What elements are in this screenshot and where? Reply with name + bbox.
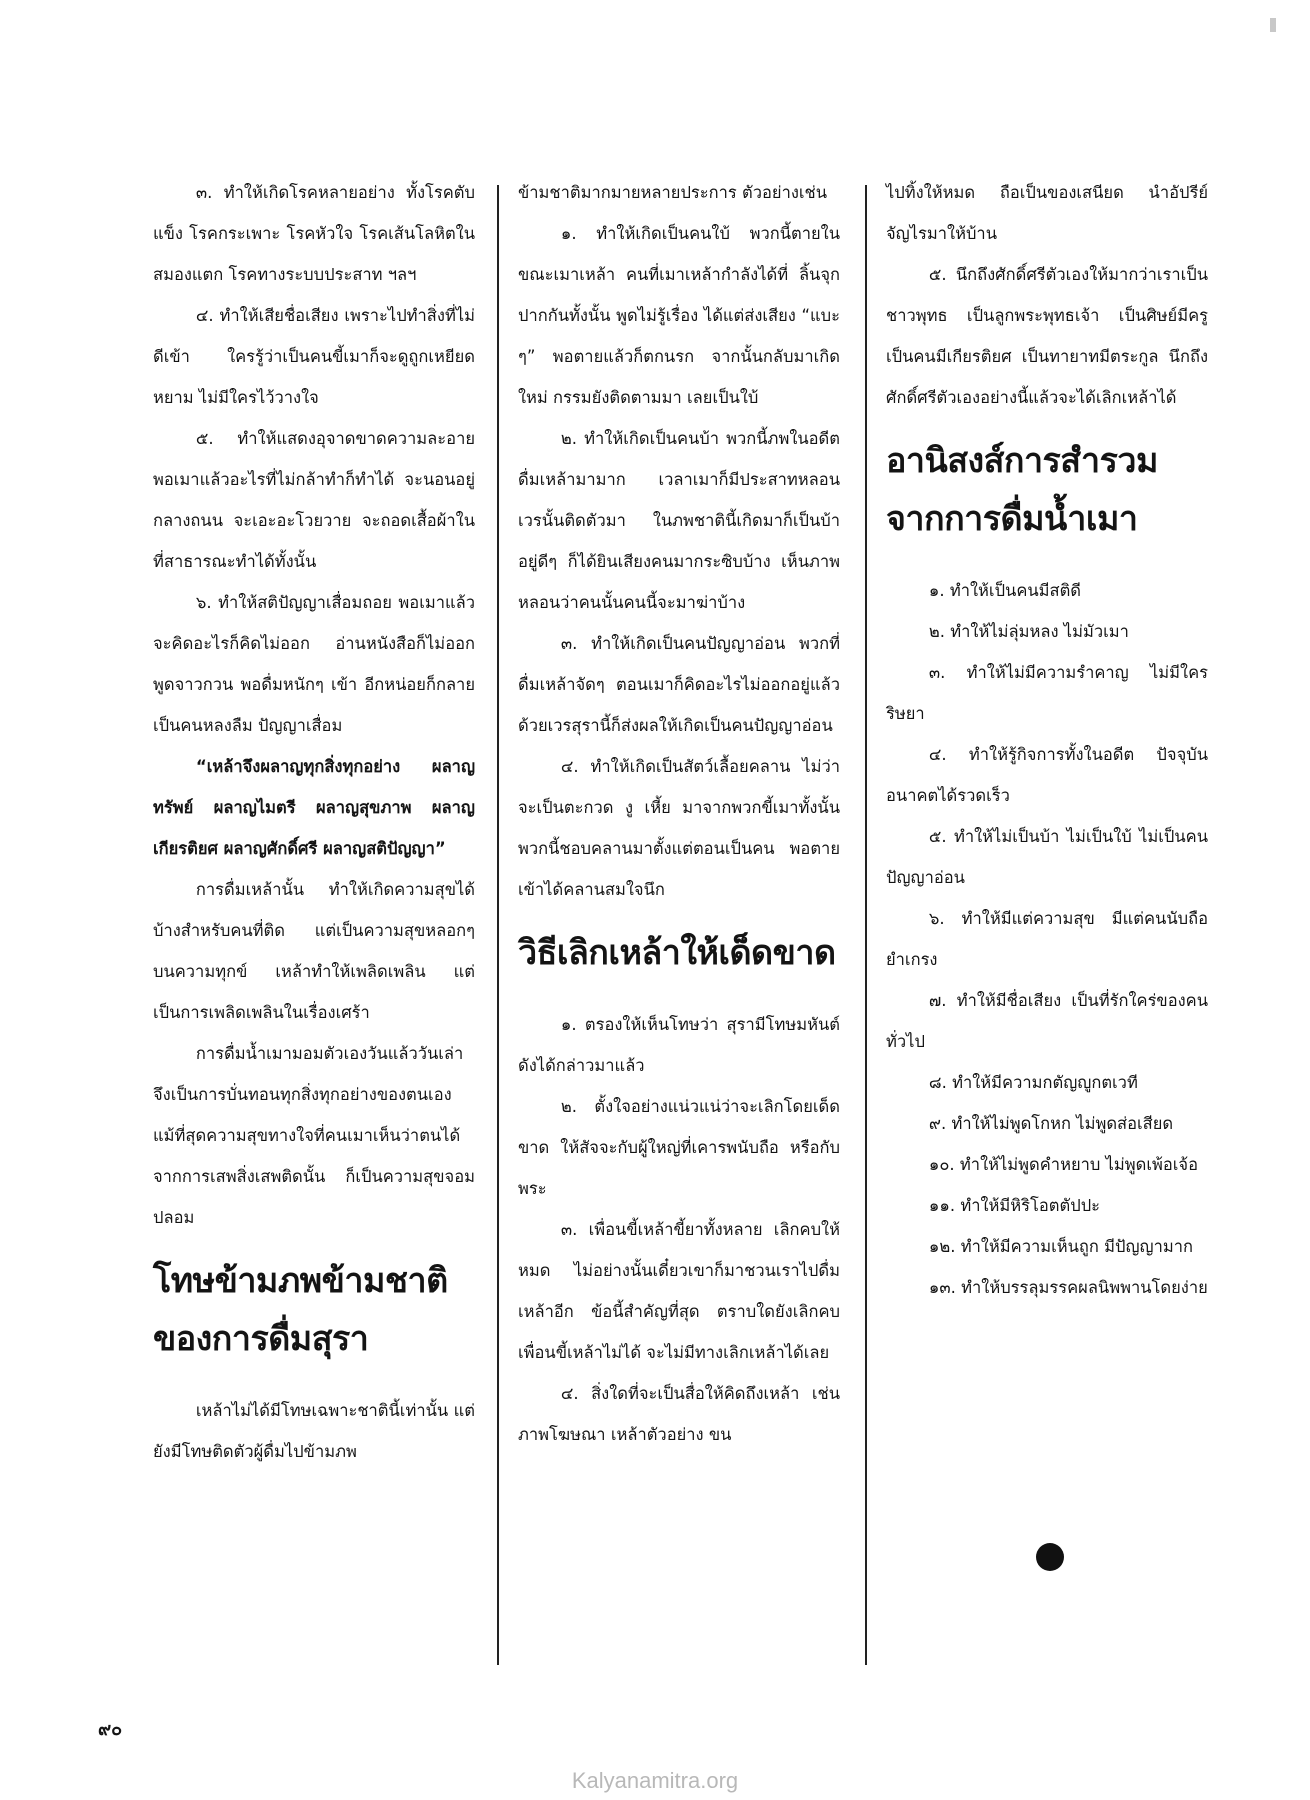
page-number: ๙๐: [98, 1719, 123, 1740]
list-item: ๕. ทำให้ไม่เป็นบ้า ไม่เป็นใบ้ ไม่เป็นคนปัญญาอ่อน: [886, 827, 1208, 887]
list-item: ๑๐. ทำให้ไม่พูดคำหยาบ ไม่พูดเพ้อเจ้อ: [928, 1155, 1199, 1174]
list-item: ๖. ทำให้มีแต่ความสุข มีแต่คนนับถือยำเกรง: [886, 909, 1208, 969]
paragraph: การดื่มเหล้านั้น ทำให้เกิดความสุขได้บ้างสำหรับคนที่ติด แต่เป็นความสุขหลอกๆ บนความทุกข์ เหล้าทำให้เพลิดเพลิน แต่เป็นการเพลิดเพลินในเรื่องเศร้า: [153, 880, 475, 1022]
section-heading: วิธีเลิกเหล้าให้เด็ดขาด: [518, 933, 836, 973]
column-1: [153, 172, 475, 1472]
list-item: ๙. ทำให้ไม่พูดโกหก ไม่พูดส่อเสียด: [928, 1114, 1174, 1133]
list-item: ๔. ทำให้รู้กิจการทั้งในอดีต ปัจจุบัน อนาคตได้รวดเร็ว: [886, 745, 1208, 805]
scan-mark: [1270, 18, 1276, 32]
paragraph: ๓. เพื่อนขี้เหล้าขี้ยาทั้งหลาย เลิกคบให้หมด ไม่อย่างนั้นเดี๋ยวเขาก็มาชวนเราไปดื่มเหล้าอีก ข้อนี้สำคัญที่สุด ตราบใดยังเลิกคบเพื่อนขี้เหล้าไม่ได้ จะไม่มีทางเลิกเหล้าได้เลย: [518, 1220, 840, 1362]
end-mark-dot: [1036, 1543, 1064, 1571]
paragraph: การดื่มน้ำเมามอมตัวเองวันแล้ววันเล่า จึงเป็นการบั่นทอนทุกสิ่งทุกอย่างของตนเอง แม้ที่สุดความสุขทางใจที่คนเมาเห็นว่าตนได้จากการเสพสิ่งเสพติดนั้น ก็เป็นความสุขจอมปลอม: [153, 1044, 475, 1227]
watermark: Kalyanamitra.org: [571, 1768, 739, 1793]
section-heading: โทษข้ามภพข้ามชาติของการดื่มสุรา: [153, 1261, 448, 1359]
paragraph: ๔. ทำให้เกิดเป็นสัตว์เลื้อยคลาน ไม่ว่าจะเป็นตะกวด งู เหี้ย มาจากพวกขี้เมาทั้งนั้น พวกนี้ชอบคลานมาตั้งแต่ตอนเป็นคน พอตายเข้าได้คลานสมใจนึก: [518, 757, 840, 899]
list-item: ๑๒. ทำให้มีความเห็นถูก มีปัญญามาก: [928, 1237, 1194, 1256]
column-3: [886, 172, 1208, 1308]
column-divider: [865, 185, 867, 1665]
paragraph: ๓. ทำให้เกิดโรคหลายอย่าง ทั้งโรคตับแข็ง โรคกระเพาะ โรคหัวใจ โรคเส้นโลหิตในสมองแตก โรคทางระบบประสาท ฯลฯ: [153, 183, 475, 284]
paragraph: ๔. สิ่งใดที่จะเป็นสื่อให้คิดถึงเหล้า เช่น ภาพโฆษณา เหล้าตัวอย่าง ขน: [518, 1384, 840, 1444]
column-2: [518, 172, 840, 1455]
paragraph: ๑. ตรองให้เห็นโทษว่า สุรามีโทษมหันต์ดังได้กล่าวมาแล้ว: [518, 1015, 840, 1075]
list-item: ๑๓. ทำให้บรรลุมรรคผลนิพพานโดยง่าย: [928, 1278, 1208, 1297]
paragraph: ๑. ทำให้เกิดเป็นคนใบ้ พวกนี้ตายในขณะเมาเหล้า คนที่เมาเหล้ากำลังได้ที่ ลิ้นจุกปากกันทั้งนั้น พูดไม่รู้เรื่อง ได้แต่ส่งเสียง “แบะ ๆ” พอตายแล้วก็ตกนรก จากนั้นกลับมาเกิดใหม่ กรรมยังติดตามมา เลยเป็นใบ้: [518, 224, 840, 407]
paragraph: ๖. ทำให้สติปัญญาเสื่อมถอย พอเมาแล้ว จะคิดอะไรก็คิดไม่ออก อ่านหนังสือก็ไม่ออก พูดจาวกวน พอดื่มหนักๆ เข้า อีกหน่อยก็กลายเป็นคนหลงลืม ปัญญาเสื่อม: [153, 593, 475, 735]
paragraph: ๔. ทำให้เสียชื่อเสียง เพราะไปทำสิ่งที่ไม่ดีเข้า ใครรู้ว่าเป็นคนขี้เมาก็จะดูถูกเหยียดหยาม ไม่มีใครไว้วางใจ: [153, 306, 475, 407]
list-item: ๓. ทำให้ไม่มีความรำคาญ ไม่มีใครริษยา: [886, 663, 1208, 723]
paragraph: ๕. นึกถึงศักดิ์ศรีตัวเองให้มากว่าเราเป็นชาวพุทธ เป็นลูกพระพุทธเจ้า เป็นศิษย์มีครู เป็นคนมีเกียรติยศ เป็นทายาทมีตระกูล นึกถึงศักดิ์ศรีตัวเองอย่างนี้แล้วจะได้เลิกเหล้าได้: [886, 265, 1208, 407]
list-item: ๗. ทำให้มีชื่อเสียง เป็นที่รักใคร่ของคนทั่วไป: [886, 991, 1208, 1051]
list-item: ๘. ทำให้มีความกตัญญูกตเวที: [928, 1073, 1138, 1092]
column-divider: [497, 185, 499, 1665]
paragraph: ๒. ทำให้เกิดเป็นคนบ้า พวกนี้ภพในอดีตดื่มเหล้ามามาก เวลาเมาก็มีประสาทหลอน เวรนั้นติดตัวมา ในภพชาตินี้เกิดมาก็เป็นบ้า อยู่ดีๆ ก็ได้ยินเสียงคนมากระซิบบ้าง เห็นภาพหลอนว่าคนนั้นคนนี้จะมาฆ่าบ้าง: [518, 429, 840, 612]
paragraph: ไปทิ้งให้หมด ถือเป็นของเสนียด นำอัปรีย์จัญไรมาให้บ้าน: [886, 183, 1208, 243]
list-item: ๑. ทำให้เป็นคนมีสติดี: [928, 581, 1082, 600]
paragraph: ๓. ทำให้เกิดเป็นคนปัญญาอ่อน พวกที่ดื่มเหล้าจัดๆ ตอนเมาก็คิดอะไรไม่ออกอยู่แล้ว ด้วยเวรสุรานี้ก็ส่งผลให้เกิดเป็นคนปัญญาอ่อน: [518, 634, 840, 735]
list-item: ๒. ทำให้ไม่ลุ่มหลง ไม่มัวเมา: [928, 622, 1129, 641]
quote-paragraph: “เหล้าจึงผลาญทุกสิ่งทุกอย่าง ผลาญทรัพย์ ผลาญไมตรี ผลาญสุขภาพ ผลาญเกียรติยศ ผลาญศักดิ์ศรี ผลาญสติปัญญา”: [153, 757, 475, 858]
list-item: ๑๑. ทำให้มีหิริโอตตัปปะ: [928, 1196, 1101, 1215]
paragraph: เหล้าไม่ได้มีโทษเฉพาะชาตินี้เท่านั้น แต่ยังมีโทษติดตัวผู้ดื่มไปข้ามภพ: [153, 1401, 475, 1461]
section-heading: อานิสงส์การสำรวมจากการดื่มน้ำเมา: [886, 441, 1158, 539]
paragraph: ๒. ตั้งใจอย่างแน่วแน่ว่าจะเลิกโดยเด็ดขาด ให้สัจจะกับผู้ใหญ่ที่เคารพนับถือ หรือกับพระ: [518, 1097, 840, 1198]
paragraph: ข้ามชาติมากมายหลายประการ ตัวอย่างเช่น: [518, 183, 828, 202]
paragraph: ๕. ทำให้แสดงอุจาดขาดความละอาย พอเมาแล้วอะไรที่ไม่กล้าทำก็ทำได้ จะนอนอยู่กลางถนน จะเอะอะโวยวาย จะถอดเสื้อผ้าในที่สาธารณะทำได้ทั้งนั้น: [153, 429, 475, 571]
